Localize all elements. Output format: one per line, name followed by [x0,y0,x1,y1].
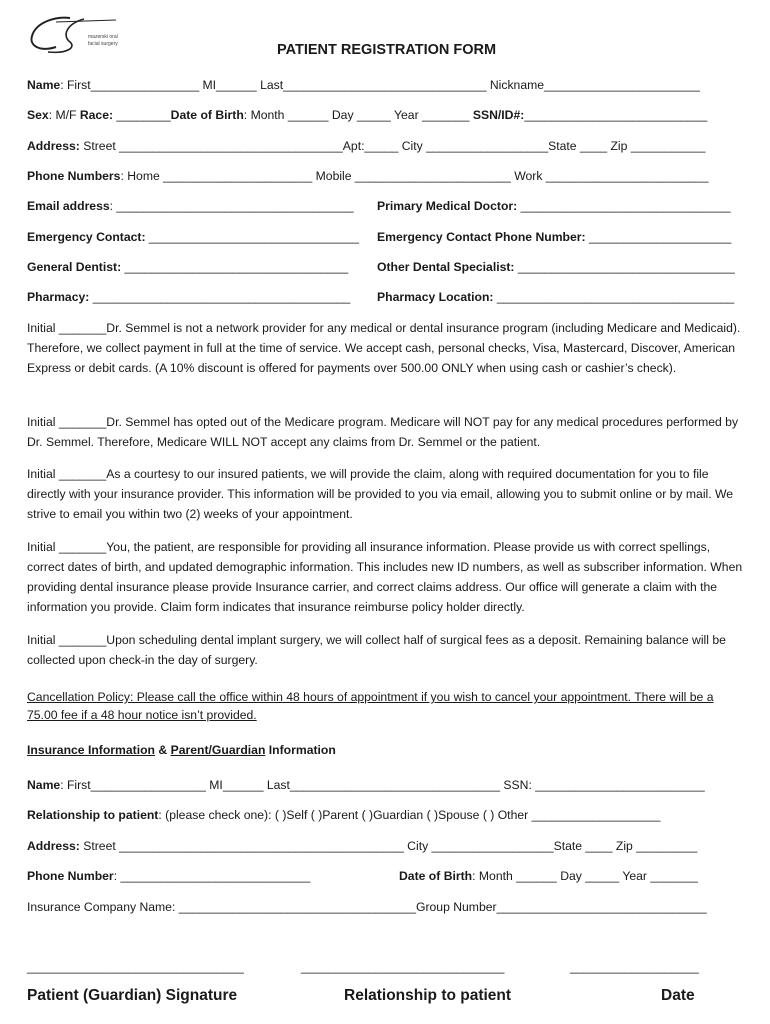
pharmacy-label: Pharmacy: [27,290,90,304]
other-specialist-field[interactable]: ________________________________ [514,260,735,274]
insured-name-fields[interactable]: : First_________________ MI______ Last_______________________________ SSN: _________________________ [60,778,705,792]
date-label: Date [661,987,695,1004]
ssn-field[interactable]: ___________________________ [524,108,708,122]
phone-numbers-label: Phone Numbers [27,169,121,183]
emergency-contact-label: Emergency Contact: [27,230,146,244]
insured-address-fields[interactable]: Street __________________________________________ City __________________State ____ Zip _________ [79,839,698,853]
race-label: Race: [79,108,114,122]
ssn-label: SSN/ID#: [472,108,525,122]
signature-line-date[interactable]: ___________________ [570,960,699,974]
general-dentist-row[interactable] [27,260,348,274]
email-label: Email address [27,199,110,213]
insurance-heading-part3: Information [265,743,336,757]
cancellation-policy: Cancellation Policy: Please call the office within 48 hours of appointment if you wish to cancel your appointment. There will be a 75.00 fee if a 48 hour notice isn’t provided. [27,690,714,722]
dob-label: Date of Birth [170,108,244,122]
phone-numbers-fields[interactable]: : Home ______________________ Mobile _______________________ Work ________________________ [120,169,709,183]
relationship-to-patient-label: Relationship to patient [344,987,512,1004]
name-row[interactable] [27,78,700,92]
phone-numbers-row[interactable] [27,169,709,183]
policy-paragraph-claims: Initial _______As a courtesy to our insured patients, we will provide the claim, along with required documentation for you to file directly with your insurance provider. This information will be provided to you via email, allowing you to submit online or by mail. We strive to email you within two (2) weeks of your appointment. [27,467,734,521]
logo-text-line2: facial surgery [88,41,118,47]
insured-dob-label: Date of Birth [399,869,473,883]
general-dentist-label: General Dentist: [27,260,122,274]
address-fields[interactable]: Street _________________________________Apt:_____ City __________________State ____ Zip ___________ [79,139,706,153]
insured-phone-field[interactable]: : ____________________________ [113,869,311,883]
signature-line-patient[interactable]: ________________________________ [27,960,244,974]
name-label: Name [27,78,61,92]
relationship-row[interactable] [27,808,660,822]
pharmacy-field[interactable]: ______________________________________ [89,290,351,304]
insured-name-label: Name [27,778,61,792]
dob-fields[interactable]: : Month ______ Day _____ Year _______ [243,108,473,122]
signature-line-relationship[interactable]: ______________________________ [301,960,505,974]
insured-dob-row[interactable] [399,869,698,883]
policy-paragraph-network: Initial _______Dr. Semmel is not a network provider for any medical or dental insurance program (including Medicare and Medicaid). Therefore, we collect payment in full at the time of service. We accept cash, personal checks, Visa, Mastercard, Discover, American Express or debit cards. (A 10% discount is offered for payments over 500.00 ONLY when using cash or cashier’s check). [27,321,741,375]
insurance-section-heading [27,743,336,757]
emergency-contact-field[interactable]: _______________________________ [145,230,360,244]
insurance-heading-part1: Insurance Information [27,743,155,757]
pharmacy-location-label: Pharmacy Location: [377,290,494,304]
sex-field[interactable]: : M/F [48,108,80,122]
emergency-contact-row[interactable] [27,230,359,244]
primary-doctor-row[interactable] [377,199,731,213]
insured-phone-label: Phone Number [27,869,114,883]
primary-doctor-field[interactable]: _______________________________ [517,199,731,213]
insurance-company-row[interactable]: Insurance Company Name: ___________________________________Group Number_______________________________ [27,900,707,914]
patient-signature-label: Patient (Guardian) Signature [27,987,238,1004]
policy-paragraph-medicare: Initial _______Dr. Semmel has opted out of the Medicare program. Medicare will NOT pay for any medical procedures performed by Dr. Semmel. Therefore, Medicare WILL NOT accept any claims from Dr. Semmel or the patient. [27,415,739,449]
primary-doctor-label: Primary Medical Doctor: [377,199,518,213]
insurance-heading-part2: Parent/Guardian [170,743,266,757]
address-row[interactable] [27,139,705,153]
emergency-phone-row[interactable] [377,230,731,244]
insured-phone-row[interactable] [27,869,310,883]
name-fields[interactable]: : First________________ MI______ Last______________________________ Nickname_______________________ [60,78,700,92]
emergency-phone-field[interactable]: _____________________ [585,230,732,244]
insured-address-row[interactable] [27,839,697,853]
email-row[interactable] [27,199,354,213]
relationship-options[interactable]: : (please check one): ( )Self ( )Parent ( )Guardian ( )Spouse ( ) Other ___________________ [158,808,661,822]
insured-dob-fields[interactable]: : Month ______ Day _____ Year _______ [472,869,698,883]
practice-logo [26,14,126,56]
insured-address-label: Address: [27,839,80,853]
pharmacy-location-field[interactable]: ___________________________________ [493,290,735,304]
other-specialist-label: Other Dental Specialist: [377,260,515,274]
other-specialist-row[interactable] [377,260,735,274]
sex-row[interactable] [27,108,707,122]
emergency-phone-label: Emergency Contact Phone Number: [377,230,586,244]
pharmacy-location-row[interactable] [377,290,734,304]
insurance-heading-amp: & [155,743,171,757]
policy-paragraph-responsibility: Initial _______You, the patient, are responsible for providing all insurance information. Please provide us with correct spellings, correct dates of birth, and updated demographic information. This includes new ID numbers, as well as subscriber information. When providing dental insurance please provide Insurance carrier, and correct claims address. Our office will generate a claim with the information you provide. Claim form indicates that insurance reimburse policy holder directly. [27,540,743,614]
logo-text-line1: mazerski oral [88,34,118,40]
sex-label: Sex [27,108,49,122]
address-label: Address: [27,139,80,153]
policy-paragraph-deposit: Initial _______Upon scheduling dental implant surgery, we will collect half of surgical fees as a deposit. Remaining balance will be collected upon check-in the day of surgery. [27,633,726,667]
email-field[interactable]: : ___________________________________ [109,199,354,213]
general-dentist-field[interactable]: _________________________________ [121,260,349,274]
relationship-label: Relationship to patient [27,808,159,822]
pharmacy-row[interactable] [27,290,350,304]
race-field[interactable]: ________ [113,108,171,122]
insured-name-row[interactable] [27,778,705,792]
page-title: PATIENT REGISTRATION FORM [277,42,497,58]
